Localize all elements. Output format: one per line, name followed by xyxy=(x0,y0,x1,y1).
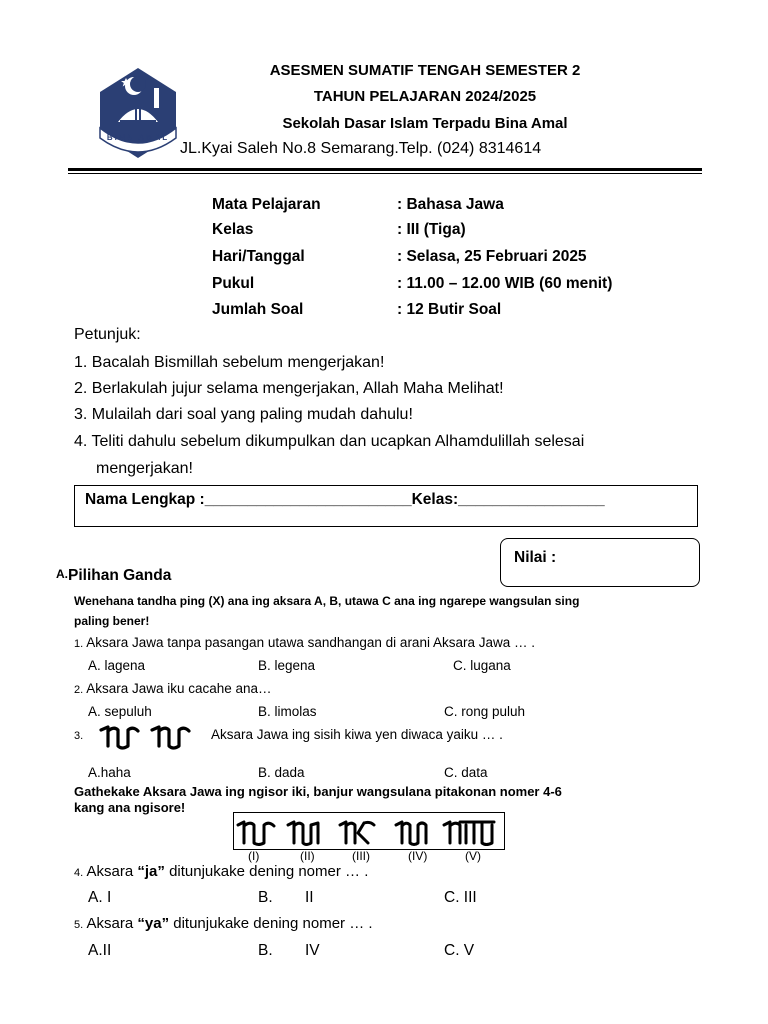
question-number: 2. xyxy=(74,684,84,696)
question-text: Aksara xyxy=(86,915,138,932)
question-number: 3. xyxy=(74,730,84,742)
option-b[interactable]: B. dada xyxy=(258,765,305,780)
info-value: : Bahasa Jawa xyxy=(397,196,504,213)
petunjuk-item: 4. Teliti dahulu sebelum dikumpulkan dan ucapkan Alhamdulillah selesai xyxy=(74,433,585,450)
section-letter: A. xyxy=(56,567,68,581)
question-5 xyxy=(74,915,373,932)
question-1 xyxy=(74,635,535,650)
option-a[interactable]: A. lagena xyxy=(88,658,146,673)
name-box[interactable] xyxy=(74,485,698,527)
header-school: Sekolah Dasar Islam Terpadu Bina Amal xyxy=(282,115,568,132)
option-c[interactable]: C. lugana xyxy=(453,658,511,673)
petunjuk-item: 1. Bacalah Bismillah sebelum mengerjakan! xyxy=(74,354,385,371)
question-text: Aksara xyxy=(86,863,138,880)
javanese-script-image xyxy=(98,722,198,752)
name-class-field[interactable]: Nama Lengkap :________________________Kelas:_________________ xyxy=(85,491,605,508)
question-text: Aksara Jawa iku cacahe ana… xyxy=(86,681,272,696)
header-title: ASESMEN SUMATIF TENGAH SEMESTER 2 xyxy=(269,62,581,79)
javanese-script-box xyxy=(233,812,505,850)
option-c[interactable]: C. rong puluh xyxy=(444,704,526,719)
section-instruction-cont: paling bener! xyxy=(74,614,150,628)
info-label: Kelas xyxy=(212,221,254,238)
section-a-heading xyxy=(56,567,171,585)
question-4 xyxy=(74,863,368,880)
section-title: Pilihan Ganda xyxy=(68,567,172,584)
header-divider-thin xyxy=(68,173,702,174)
gathekake-instruction: Gathekake Aksara Jawa ing ngisor iki, banjur wangsulana pitakonan nomer 4-6 xyxy=(74,784,562,799)
numeral-label: (I) xyxy=(248,849,260,863)
numeral-label: (V) xyxy=(465,849,481,863)
question-keyword: “ja” xyxy=(137,863,165,880)
header-divider xyxy=(68,168,702,171)
score-label: Nilai : xyxy=(514,549,557,566)
numeral-label: (III) xyxy=(352,849,370,863)
question-number: 1. xyxy=(74,638,84,650)
numeral-label: (II) xyxy=(300,849,315,863)
question-number: 4. xyxy=(74,867,84,879)
info-label: Jumlah Soal xyxy=(212,301,304,318)
info-value: : Selasa, 25 Februari 2025 xyxy=(397,248,587,265)
option-b-value: II xyxy=(305,889,314,906)
info-value: : 12 Butir Soal xyxy=(397,301,502,318)
option-c[interactable]: C. III xyxy=(444,889,477,906)
option-b-value: IV xyxy=(305,942,320,959)
petunjuk-item-cont: mengerjakan! xyxy=(96,460,193,477)
option-a[interactable]: A. sepuluh xyxy=(88,704,152,719)
option-b[interactable]: B. limolas xyxy=(258,704,317,719)
option-b[interactable]: B. legena xyxy=(258,658,316,673)
numeral-label: (IV) xyxy=(408,849,428,863)
section-instruction: Wenehana tandha ping (X) ana ing aksara A, B, utawa C ana ing ngarepe wangsulan sing xyxy=(74,594,580,608)
score-box xyxy=(500,538,700,587)
question-3-text: Aksara Jawa ing sisih kiwa yen diwaca yaiku … . xyxy=(211,727,503,742)
petunjuk-item: 2. Berlakulah jujur selama mengerjakan, Allah Maha Melihat! xyxy=(74,380,504,397)
option-c[interactable]: C. data xyxy=(444,765,488,780)
option-a[interactable]: A.II xyxy=(88,942,112,959)
petunjuk-title: Petunjuk: xyxy=(74,326,141,343)
question-text: ditunjukake dening nomer … . xyxy=(164,863,369,880)
petunjuk-item: 3. Mulailah dari soal yang paling mudah dahulu! xyxy=(74,406,413,423)
question-2 xyxy=(74,681,272,696)
question-text: Aksara Jawa tanpa pasangan utawa sandhangan di arani Aksara Jawa … . xyxy=(86,635,535,650)
info-label: Mata Pelajaran xyxy=(212,196,321,213)
school-logo xyxy=(96,66,180,160)
header-address: JL.Kyai Saleh No.8 Semarang.Telp. (024) 8314614 xyxy=(180,140,542,157)
logo-text: BINA AMAL xyxy=(106,133,170,142)
info-label: Hari/Tanggal xyxy=(212,248,305,265)
gathekake-instruction-cont: kang ana ngisore! xyxy=(74,800,186,815)
info-label: Pukul xyxy=(212,275,255,292)
question-keyword: “ya” xyxy=(137,915,170,932)
info-value: : 11.00 – 12.00 WIB (60 menit) xyxy=(397,275,613,292)
option-c[interactable]: C. V xyxy=(444,942,475,959)
option-a[interactable]: A. I xyxy=(88,889,112,906)
question-text: ditunjukake dening nomer … . xyxy=(169,915,373,932)
info-value: : III (Tiga) xyxy=(397,221,466,238)
question-number: 5. xyxy=(74,919,84,931)
header-year: TAHUN PELAJARAN 2024/2025 xyxy=(313,88,537,105)
option-a[interactable]: A.haha xyxy=(88,765,131,780)
option-b[interactable]: B. xyxy=(258,942,273,959)
option-b[interactable]: B. xyxy=(258,889,273,906)
